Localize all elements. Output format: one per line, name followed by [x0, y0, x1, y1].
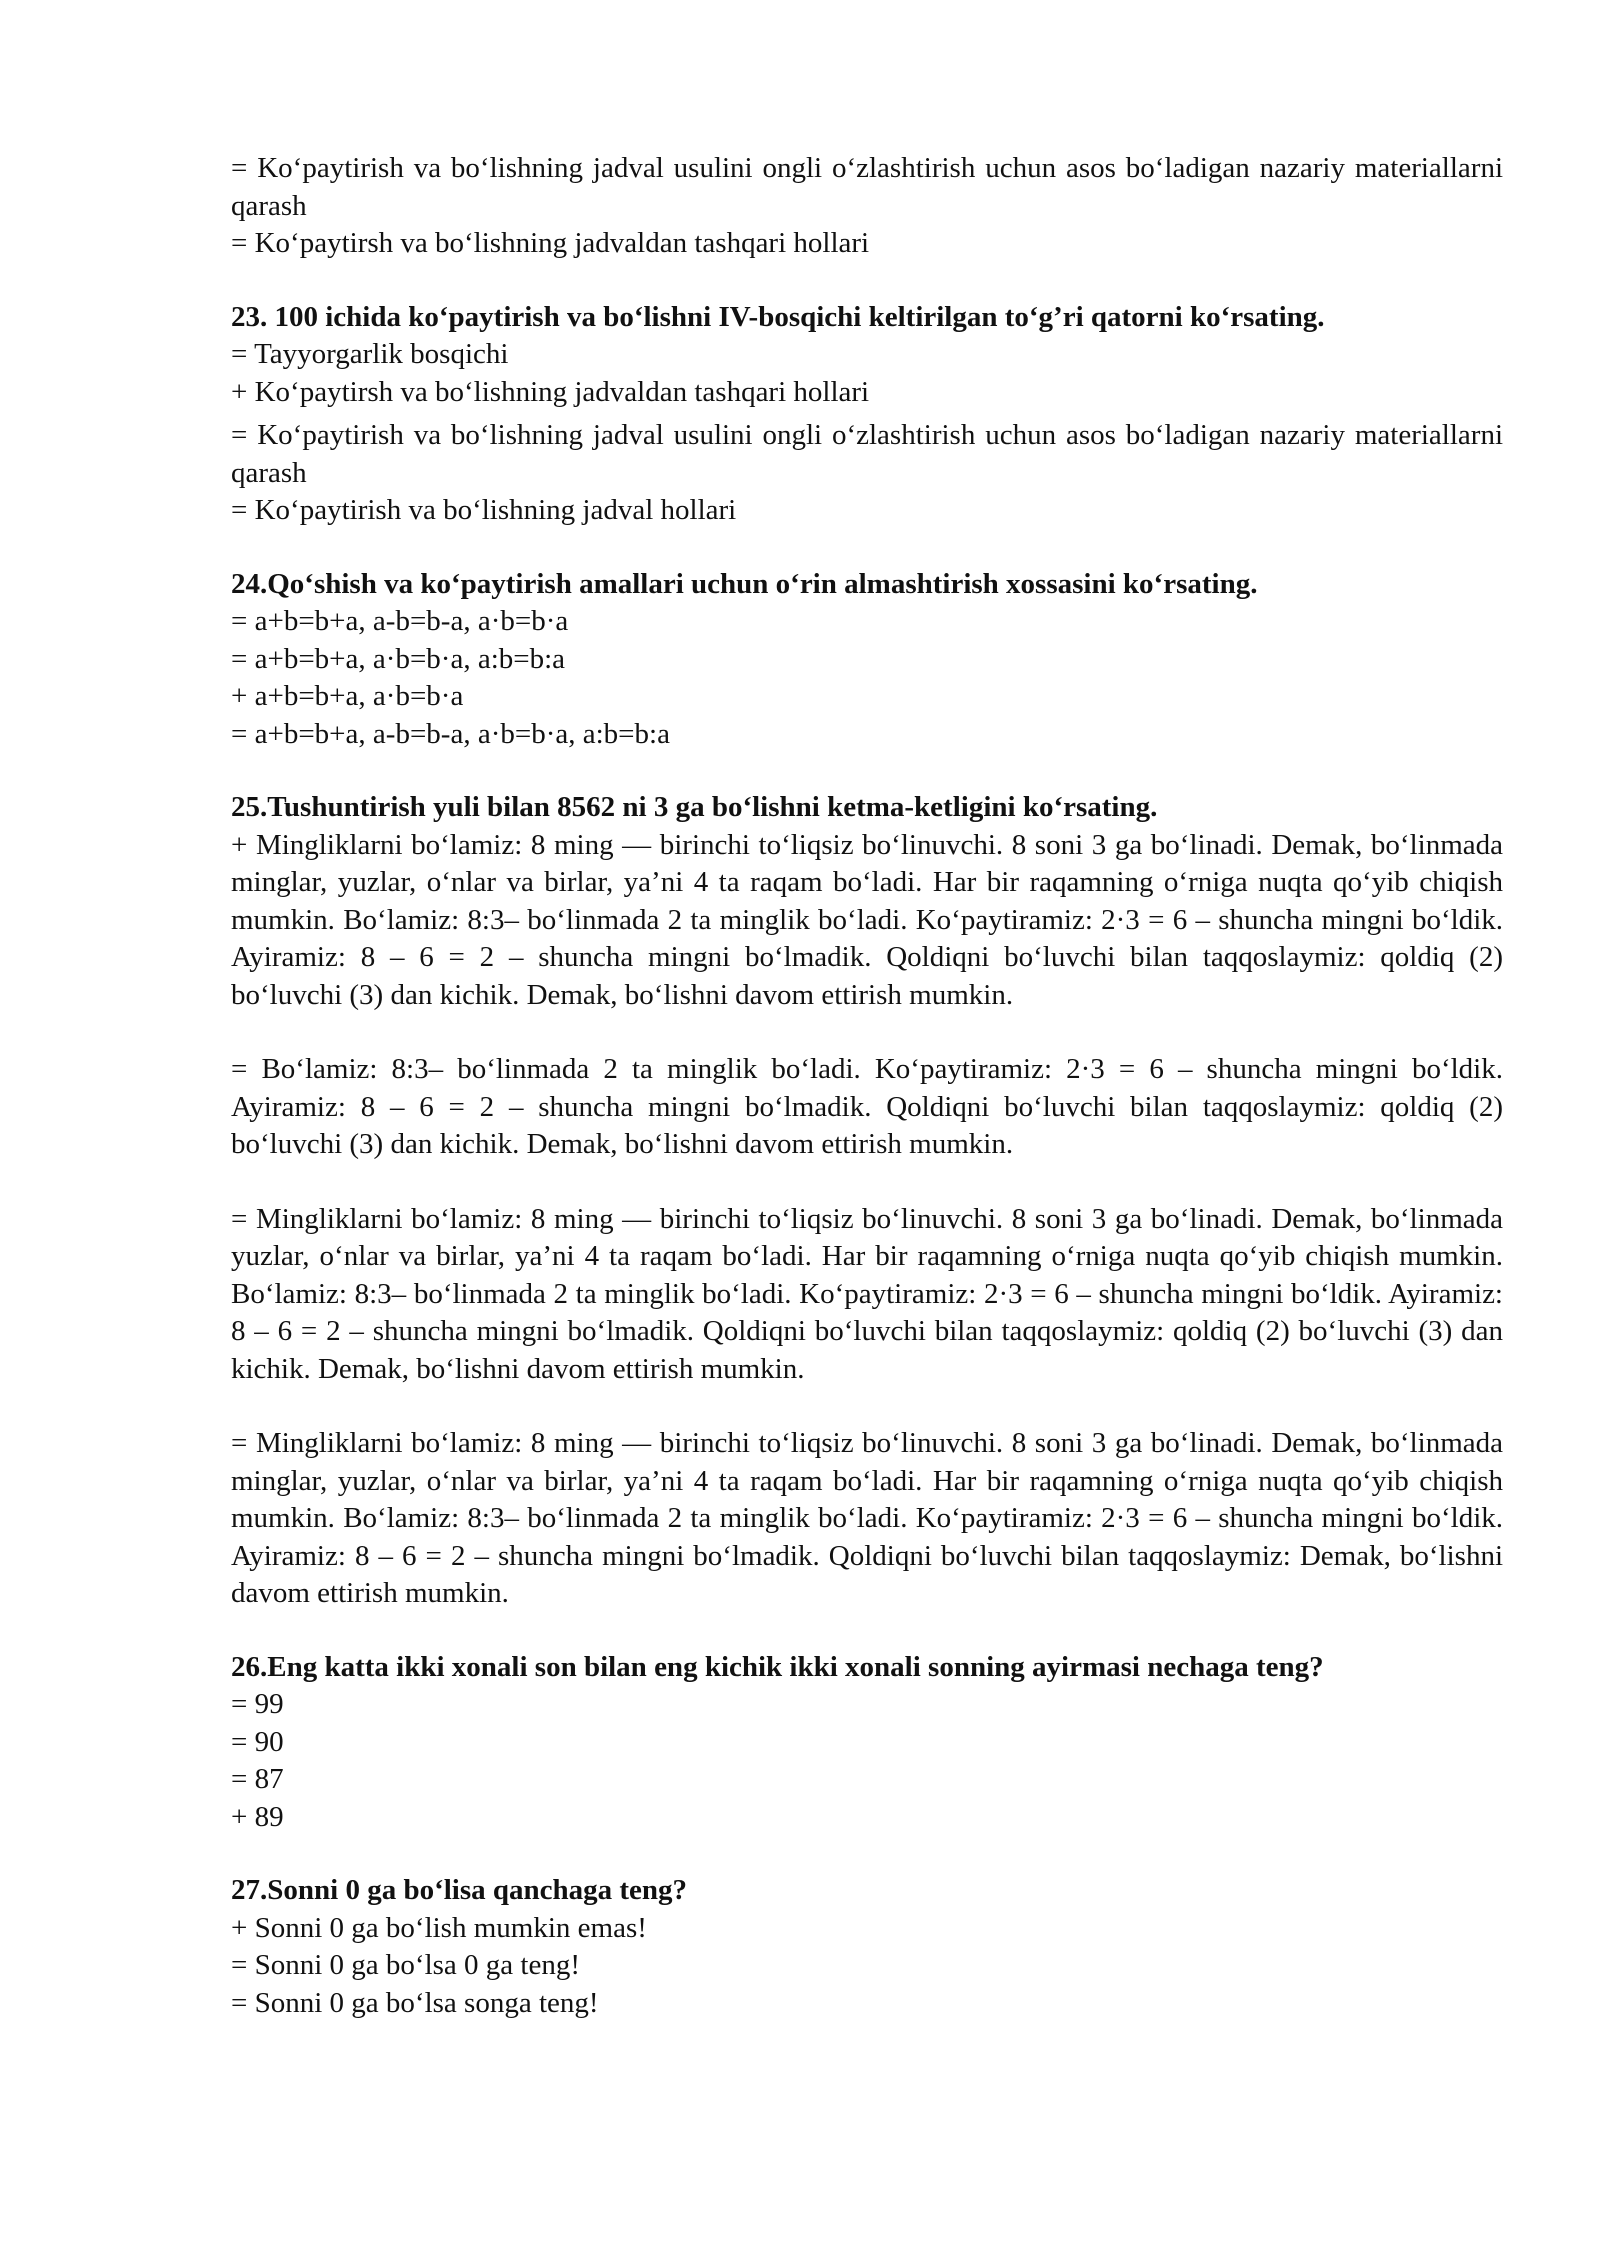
answer-option: + Mingliklarni bo‘lamiz: 8 ming — birinchi to‘liqsiz bo‘linuvchi. 8 soni 3 ga bo‘linadi. Demak, bo‘linmada minglar, yuzlar, o‘nlar va birlar, ya’ni 4 ta raqam bo‘ladi. Har bir raqamning o‘rniga nuqta qo‘yib chiqish mumkin. Bo‘lamiz: 8:3– bo‘linmada 2 ta minglik bo‘ladi. Ko‘paytiramiz: 2·3 = 6 – shuncha mingni bo‘ldik. Ayiramiz: 8 – 6 = 2 – shuncha mingni bo‘lmadik. Qoldiqni bo‘luvchi bilan taqqoslaymiz: qoldiq (2) bo‘luvchi (3) dan kichik. Demak, bo‘lishni davom ettirish mumkin. — [231, 828, 1503, 1011]
answer-option: = Tayyorgarlik bosqichi — [231, 338, 509, 370]
answer-option: + 89 — [231, 1800, 284, 1833]
question-title: 27.Sonni 0 ga bo‘lisa qanchaga teng? — [231, 1874, 688, 1906]
answer-option: = Mingliklarni bo‘lamiz: 8 ming — birinchi to‘liqsiz bo‘linuvchi. 8 soni 3 ga bo‘linadi. Demak, bo‘linmada minglar, yuzlar, o‘nlar va birlar, ya’ni 4 ta raqam bo‘ladi. Har bir raqamning o‘rniga nuqta qo‘yib chiqish mumkin. Bo‘lamiz: 8:3– bo‘linmada 2 ta minglik bo‘ladi. Ko‘paytiramiz: 2·3 = 6 – shuncha mingni bo‘ldik. Ayiramiz: 8 – 6 = 2 – shuncha mingni bo‘lmadik. Qoldiqni bo‘luvchi bilan taqqoslaymiz: Demak, bo‘lishni davom ettirish mumkin. — [231, 1427, 1503, 1609]
answer-option: = Bo‘lamiz: 8:3– bo‘linmada 2 ta minglik bo‘ladi. Ko‘paytiramiz: 2·3 = 6 – shuncha mingni bo‘ldik. Ayiramiz: 8 – 6 = 2 – shuncha mingni bo‘lmadik. Qoldiqni bo‘luvchi bilan taqqoslaymiz: qoldiq (2) bo‘luvchi (3) dan kichik. Demak, bo‘lishni davom ettirish mumkin. — [231, 1053, 1503, 1160]
answer-option: + a+b=b+a, a·b=b·a — [231, 680, 464, 712]
answer-option: = Ko‘paytirish va bo‘lishning jadval usulini ongli o‘zlashtirish uchun asos bo‘ladigan nazariy materiallarni qarash — [231, 152, 1503, 222]
question-title: 23. 100 ichida ko‘paytirish va bo‘lishni IV-bosqichi keltirilgan to‘g’ri qatorni ko‘rsating. — [231, 300, 1325, 333]
question-title: 25.Tushuntirish yuli bilan 8562 ni 3 ga bo‘lishni ketma-ketligini ko‘rsating. — [231, 791, 1158, 823]
answer-option: + Ko‘paytirsh va bo‘lishning jadvaldan tashqari hollari — [231, 375, 870, 408]
answer-option: = 99 — [231, 1688, 284, 1720]
answer-option: = a+b=b+a, a·b=b·a, a:b=b:a — [231, 642, 566, 675]
answer-option: = Ko‘paytirish va bo‘lishning jadval hollari — [231, 494, 737, 526]
question-23 — [231, 299, 1503, 530]
question-27 — [231, 1872, 1503, 2022]
answer-option: = Ko‘paytirish va bo‘lishning jadval usulini ongli o‘zlashtirish uchun asos bo‘ladigan nazariy materiallarni qarash — [231, 419, 1503, 489]
answer-option: = 87 — [231, 1763, 284, 1795]
question-title: 24.Qo‘shish va ko‘paytirish amallari uchun o‘rin almashtirish xossasini ko‘rsating. — [231, 567, 1258, 600]
question-title: 26.Eng katta ikki xonali son bilan eng kichik ikki xonali sonning ayirmasi nechaga teng? — [231, 1650, 1324, 1683]
document-page — [231, 150, 1503, 2022]
answer-option: = a+b=b+a, a-b=b-a, a·b=b·a — [231, 605, 569, 637]
answer-option: = a+b=b+a, a-b=b-a, a·b=b·a, a:b=b:a — [231, 717, 670, 750]
answer-option: = Sonni 0 ga bo‘lsa songa teng! — [231, 1986, 599, 2019]
question-25 — [231, 789, 1503, 1613]
answer-option: = Mingliklarni bo‘lamiz: 8 ming — birinchi to‘liqsiz bo‘linuvchi. 8 soni 3 ga bo‘linadi. Demak, bo‘linmada yuzlar, o‘nlar va birlar, ya’ni 4 ta raqam bo‘ladi. Har bir raqamning o‘rniga nuqta qo‘yib chiqish mumkin. Bo‘lamiz: 8:3– bo‘linmada 2 ta minglik bo‘ladi. Ko‘paytiramiz: 2·3 = 6 – shuncha mingni bo‘ldik. Ayiramiz: 8 – 6 = 2 – shuncha mingni bo‘lmadik. Qoldiqni bo‘luvchi bilan taqqoslaymiz: qoldiq (2) bo‘luvchi (3) dan kichik. Demak, bo‘lishni davom ettirish mumkin. — [231, 1202, 1503, 1385]
question-24 — [231, 566, 1503, 754]
answer-option: = 90 — [231, 1725, 284, 1758]
answer-option: = Sonni 0 ga bo‘lsa 0 ga teng! — [231, 1949, 580, 1981]
answer-option: = Ko‘paytirsh va bo‘lishning jadvaldan tashqari hollari — [231, 227, 870, 259]
question-26 — [231, 1649, 1503, 1837]
previous-question-options — [231, 150, 1503, 263]
answer-option: + Sonni 0 ga bo‘lish mumkin emas! — [231, 1911, 647, 1944]
